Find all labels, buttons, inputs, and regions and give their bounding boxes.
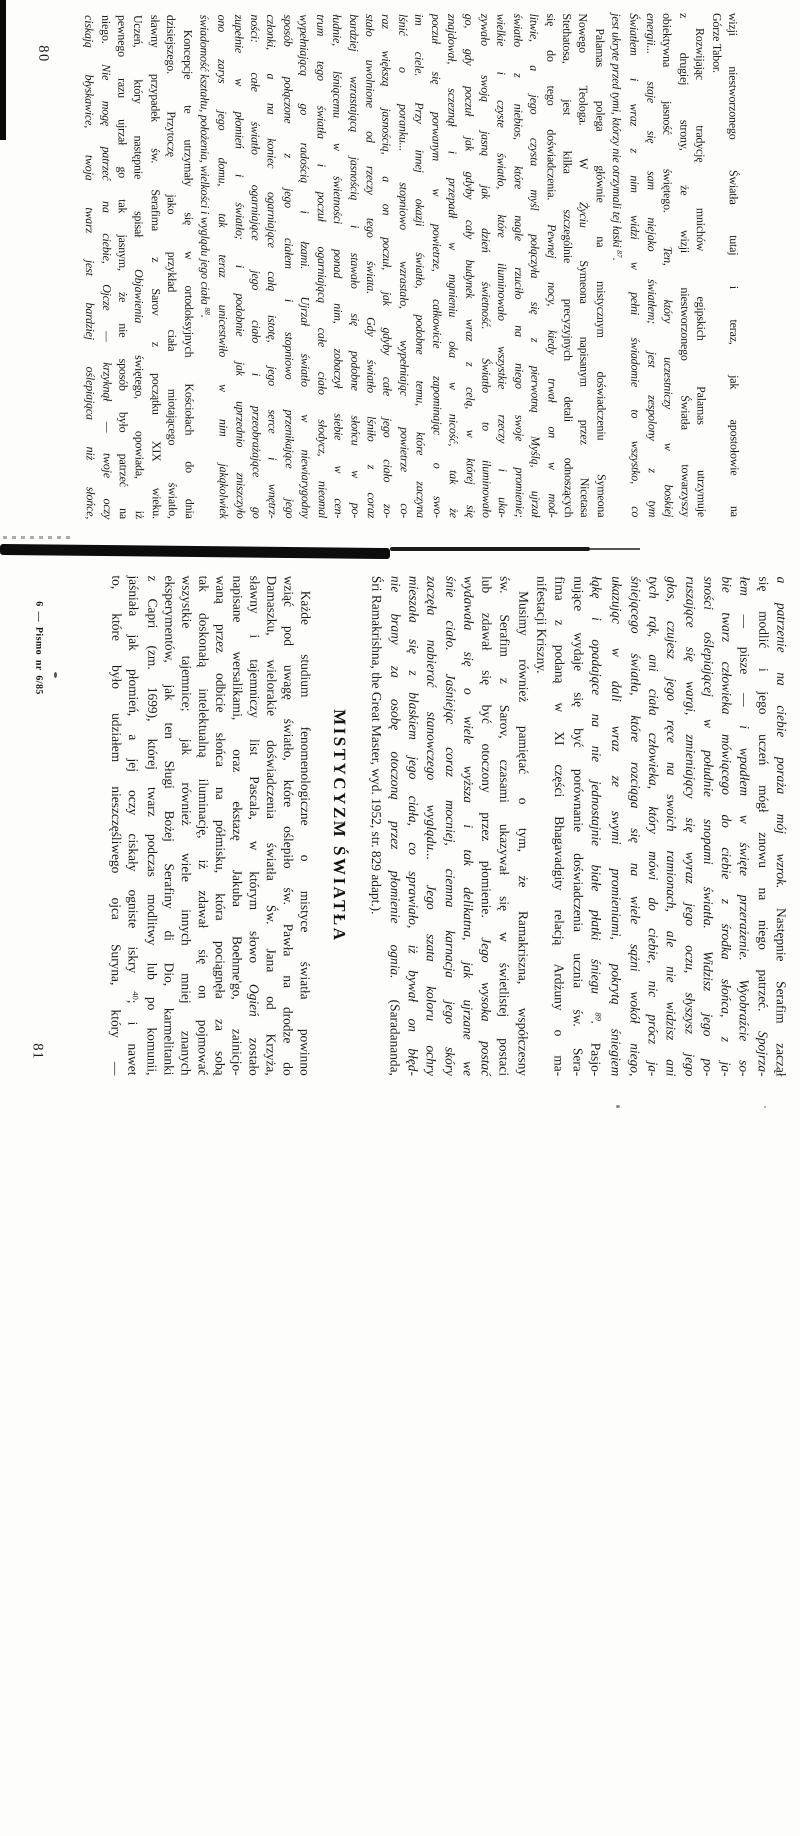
text-line: Każde studium fenomenologiczne o mistyce światła powinno <box>297 590 314 1076</box>
text-line: głos, czujesz jego ręce na swoich ramionach, ale nie widzisz ani <box>663 576 680 1077</box>
text-line: z Capri (zm. 1699), której twarz podczas modlitwy lub po komunii, <box>144 575 161 1076</box>
text-line: go, gdy poczuł jak gdyby cały budynek wraz z celą, w której się <box>461 13 478 518</box>
page-number-80: 80 <box>35 45 52 63</box>
page-81 <box>29 575 790 1077</box>
page-81-text-bottom <box>107 575 314 1075</box>
text-line: śniejącego światła, które rozciąga się na wiele sążni wokół niego, <box>627 576 644 1077</box>
text-line: śnie ciało. Jaśniejąc coraz mocniej, ciemna karnacja jego skóry <box>442 575 458 1077</box>
text-line: wszystkie tajemnice; jak również wiele innych mniej znanych <box>178 575 195 1076</box>
page-80 <box>35 12 743 520</box>
text-line: Uczeń, który następnie spisał Objawienia świętego, opowiada, iż <box>131 14 148 519</box>
text-line: mieszała się z blaskiem jego ciała, co sprawiało, iż bywał on błęd- <box>405 575 422 1076</box>
text-line: zupełnie w płomień i światło; i podobnie jak uprzednio zniszczyło <box>231 14 248 519</box>
text-line: łem — pisze — i wpadłem w święte przerażenie. Wyobraźcie so- <box>736 576 753 1077</box>
text-line: Górze Tabor. <box>709 12 724 73</box>
text-line: sławny przypadek św. Serafima z Sarov z początku XIX wieku. <box>147 14 164 519</box>
text-line: Rozwijając tradycję mnichów egipskich Palamas utrzymuje <box>693 27 710 518</box>
text-line: wizji niestworzonego Światła tutaj i teraz, jak apostołowie na <box>726 12 742 517</box>
text-line: ukazując w dali wraz ze swymi promieniami, pokrytą śniegiem <box>608 576 625 1077</box>
text-line: wypełniającą go radością i łzami. Ujrzał światło w niewiarygodny <box>297 14 314 519</box>
text-line: stało uwolnione od rzeczy tego świata. Gdy światło lśniło z coraz <box>363 14 379 519</box>
text-line: sności oślepiającej w południe snopami światła. Widzisz jego po- <box>700 576 717 1077</box>
text-line: Stethatosa, jest kilka szczególnie precyzyjnych detali odnoszących <box>560 13 576 518</box>
text-line: się modlić i jego uczeń mógł znowu na niego patrzeć. Spojrza- <box>755 576 772 1077</box>
text-line: nifestacji Kriszny. <box>534 576 550 674</box>
text-line: nujące wydaje się być porównanie doświadczenia ucznia św. Sera- <box>570 576 587 1077</box>
text-line: dzisiejszego. Przytoczę jako przykład ciała miotającego światło, <box>164 14 181 519</box>
text-line: tak doskonałą intelektualną iluminację, iż zdawał się on pojmować <box>195 575 212 1076</box>
page-number-81: 81 <box>29 1043 46 1060</box>
printers-signature: 6 — Pismo nr 6/85 <box>33 601 45 695</box>
text-line: napisane wersalikami, oraz ekstazę Jakuba Boehme'go, zainicjo- <box>229 575 246 1076</box>
gutter-fold-line-tip <box>590 548 640 550</box>
text-line: niego. Nie mogę patrzeć na ciebie, Ojcze — krzyknął — twoje oczy <box>98 15 115 520</box>
text-line: zaczęła nabierać stanowczego wyglądu... Jego szata koloru ochry <box>423 575 440 1076</box>
text-line: litwie, a jego czysta myśl połączyła się z pierwotną Myślą, ujrzał <box>527 13 544 518</box>
text-line: członki, a na koniec ogarniające całą istotę, jego serce i wnętrz- <box>264 14 281 519</box>
text-line: trum tego światła i poczuł ogarniającą całe ciało słodycz, nieomal <box>313 14 330 519</box>
text-line: ciskają błyskawice, twoja twarz jest bardziej oślepiająca niż słońce, <box>82 15 98 520</box>
text-line: znajdował, sczeznął i przepadł w mgnieniu oka w nicość, tak że <box>445 13 461 518</box>
text-line: eksperymentów, jak ten Sługi Bożej Serafiny di Dio, karmelitanki <box>161 575 178 1076</box>
text-line: jest ukryte przed tymi, którzy nie otrzymali tej łaski $^{87}$. <box>609 13 625 261</box>
text-line: energii... staje się sam niejako światłem; jest zespolony z tym <box>644 13 660 518</box>
text-line: waną przez odbicie słońca na półmisku, która pociągnęła za sobą <box>212 575 229 1076</box>
text-line: wydawała się o wiele wyższa i tak delikatna, jak ujrzane we <box>460 576 477 1077</box>
text-line: obiektywna jasność świętego. Ten, który uczestniczy w boskiej <box>660 13 677 518</box>
text-line: Nowego Teologa. W Życiu Symeona napisanym przez Nicetasa <box>576 13 593 518</box>
text-line: Musimy również pamiętać o tym, że Ramakriszna, współczesny <box>515 591 532 1077</box>
text-line: jaśniała jak płomień, a jej oczy ciskały ogniste iskry $^{40}$; i nawet <box>125 575 142 1076</box>
text-line: a patrzenie na ciebie poraża mój wzrok. Następnie Serafim zaczął <box>773 576 790 1077</box>
gutter-fold-line-thin <box>390 547 590 551</box>
text-line: Damaszku, wielorakie doświadczenia światła Św. Jana od Krzyża, <box>263 575 280 1076</box>
text-line: sławny i tajemniczy list Pascala, w którym słowo Ogień zostało <box>246 575 263 1076</box>
page-80-text-block <box>81 13 743 519</box>
text-line: nie brany za osobę otoczoną przez płomienie ognia. (Saradananda, <box>387 575 404 1076</box>
gutter-fold-dots <box>0 536 70 539</box>
text-line: zywało swoją jasną jak dzień świetność. Światło to iluminowało <box>478 13 494 518</box>
text-line: im ciele. Przy innej okazji światło, podobne temu, które zaczyna <box>412 13 429 518</box>
text-line: lub zdawał się być otoczony przez płomienie. Jego wysoka postać <box>478 576 495 1077</box>
text-line: to, które było udziałem nieszczęśliwego ojca Suryna, który — <box>108 575 125 1076</box>
text-line: Światłem i wraz z nim widzi w pełni świadomie to wszystko, co <box>627 13 644 518</box>
text-line: sposób połączone z jego ciałem i stopniowo przenikające jego <box>281 14 297 519</box>
text-line: wziąć pod uwagę światło, które oślepiło św. Pawła na drodze do <box>280 575 297 1076</box>
text-line: światło z niebios, które nagle rzuciło na niego swoje promienie; <box>510 13 527 518</box>
text-line: św. Serafim z Sarov, czasami ukazywał się w świetlistej postaci <box>496 576 513 1077</box>
page-81-text-top <box>367 576 791 1077</box>
chapter-title: MISTYCYZM ŚWIATŁA <box>329 709 350 943</box>
text-line: Koncepcje te utrzymały się w ortodoksyjnych Kościołach do dnia <box>180 29 197 519</box>
gutter-fold-line <box>0 544 390 559</box>
text-line: świadomość kształtu, położenia, wielkości i wyglądu jego ciała $^{88}$. <box>197 14 213 318</box>
text-line: łudnie, lśniącemu w świetności ponad nim, zobaczył siebie w cen- <box>330 14 347 519</box>
text-line: łąkę i opadające na nie jednostajnie białe płatki śniegu $^{89}$. Pasjo- <box>588 576 605 1077</box>
text-line: się do tego doświadczenia. Pewnej nocy, kiedy trwał on w mod- <box>543 13 560 518</box>
text-line: ruszające się wargi, zmieniający się wyraz jego oczu, słyszysz jego <box>682 576 698 1077</box>
text-line: Palamas polega głównie na mistycznym doświadczeniu Symeona <box>593 28 609 518</box>
text-line: Śri Ramakrishna, the Great Master, wyd. 1952, str. 829 adapt.). <box>369 575 385 915</box>
text-line: lśnić o poranku... stopniowo wzrastało, wypełniając powietrze co- <box>395 14 412 519</box>
text-line: bie twarz człowieka mówiącego do ciebie z środka słońca, z ja- <box>718 576 735 1077</box>
text-line: wielkie i czyste światło, które iluminowało wszystkie rzeczy i uka- <box>494 13 511 518</box>
text-line: pewnego razu ujrzał go tak jasnym, że nie sposób było patrzeć na <box>115 14 131 520</box>
text-line: tych rąk, ani ciała człowieka, który mówi do ciebie, nic prócz ja- <box>645 576 662 1077</box>
text-line: poczuł się porwanym w powietrze, całkowicie zapominając o swo- <box>428 13 445 518</box>
text-line: bardziej wzrastającą jasnością i stawało się podobne słońcu w po- <box>346 14 363 519</box>
text-line: z drugiej strony, że wizji niestworzonego Światła towarzyszy <box>676 13 693 518</box>
text-line: ności: całe światło ogarniające jego ciało i przeobrażające go <box>248 14 264 519</box>
text-line: ono zarys jego domu, tak teraz unicestwiło w nim jakąkolwiek <box>215 14 232 519</box>
text-line: raz większą jasnością, a on poczuł, jak gdyby całe jego ciało zo- <box>379 14 396 519</box>
text-line: fima z podaną w XI części Bhagavadgity relacją Ardżuny o ma- <box>551 576 568 1077</box>
